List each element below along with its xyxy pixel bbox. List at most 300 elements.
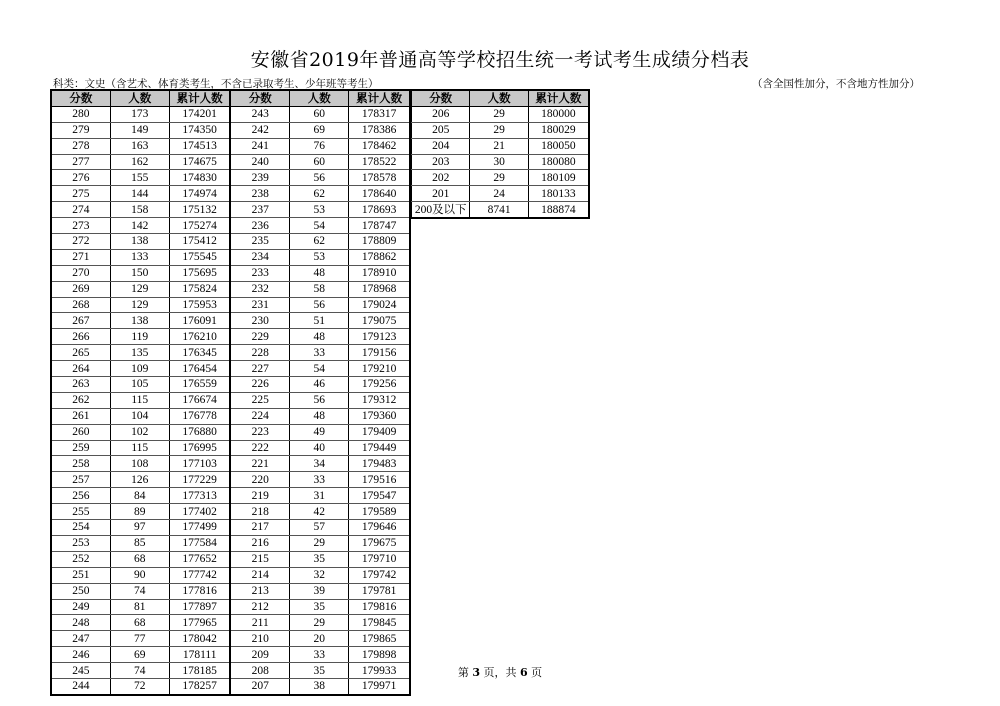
score-cell: 270 [51, 265, 110, 281]
cumulative-cell: 179123 [349, 329, 410, 345]
count-cell: 39 [290, 583, 349, 599]
cumulative-cell: 178809 [349, 234, 410, 250]
cumulative-cell: 178578 [349, 170, 410, 186]
cumulative-cell: 177103 [169, 456, 230, 472]
cumulative-cell: 180109 [528, 170, 589, 186]
count-cell: 33 [290, 647, 349, 663]
table-row [51, 408, 410, 424]
cumulative-cell: 174830 [169, 170, 230, 186]
count-cell: 62 [290, 234, 349, 250]
table-row [51, 583, 410, 599]
score-cell: 206 [412, 106, 470, 122]
cumulative-cell: 178522 [349, 154, 410, 170]
cumulative-cell: 178862 [349, 249, 410, 265]
count-cell: 33 [290, 345, 349, 361]
score-cell: 205 [412, 122, 470, 138]
score-cell: 257 [51, 472, 110, 488]
header-score: 分数 [412, 90, 470, 106]
cumulative-cell: 179898 [349, 647, 410, 663]
table-row [51, 122, 410, 138]
score-cell: 262 [51, 392, 110, 408]
table-row [51, 551, 410, 567]
cumulative-cell: 180080 [528, 154, 589, 170]
table-row [51, 249, 410, 265]
score-cell: 266 [51, 329, 110, 345]
cumulative-cell: 174675 [169, 154, 230, 170]
count-cell: 109 [110, 361, 169, 377]
count-cell: 126 [110, 472, 169, 488]
cumulative-cell: 179742 [349, 567, 410, 583]
header-cumulative: 累计人数 [349, 90, 410, 106]
cumulative-cell: 175953 [169, 297, 230, 313]
score-cell: 279 [51, 122, 110, 138]
count-cell: 53 [290, 249, 349, 265]
score-cell: 213 [230, 583, 289, 599]
count-cell: 163 [110, 138, 169, 154]
cumulative-cell: 178640 [349, 186, 410, 202]
cumulative-cell: 175824 [169, 281, 230, 297]
score-cell: 245 [51, 663, 110, 679]
count-cell: 35 [290, 599, 349, 615]
cumulative-cell: 174974 [169, 186, 230, 202]
count-cell: 34 [290, 456, 349, 472]
count-cell: 72 [110, 678, 169, 694]
score-cell: 229 [230, 329, 289, 345]
cumulative-cell: 177499 [169, 520, 230, 536]
cumulative-cell: 176778 [169, 408, 230, 424]
cumulative-cell: 176091 [169, 313, 230, 329]
cumulative-cell: 180029 [528, 122, 589, 138]
table-row [51, 218, 410, 234]
count-cell: 119 [110, 329, 169, 345]
cumulative-cell: 179675 [349, 535, 410, 551]
count-cell: 76 [290, 138, 349, 154]
score-cell: 207 [230, 678, 289, 694]
cumulative-cell: 175132 [169, 202, 230, 218]
cumulative-cell: 178693 [349, 202, 410, 218]
page-title: 安徽省2019年普通高等学校招生统一考试考生成绩分档表 [250, 49, 750, 71]
score-cell: 226 [230, 377, 289, 393]
count-cell: 42 [290, 504, 349, 520]
header-cumulative: 累计人数 [169, 90, 230, 106]
count-cell: 38 [290, 678, 349, 694]
footer-middle: 页，共 [480, 666, 520, 679]
count-cell: 29 [470, 106, 528, 122]
bonus-note: （含全国性加分，不含地方性加分） [752, 78, 920, 90]
count-cell: 173 [110, 106, 169, 122]
count-cell: 35 [290, 663, 349, 679]
score-cell: 275 [51, 186, 110, 202]
table-row [412, 138, 590, 154]
cumulative-cell: 179646 [349, 520, 410, 536]
cumulative-cell: 174350 [169, 122, 230, 138]
cumulative-cell: 179865 [349, 631, 410, 647]
cumulative-cell: 177229 [169, 472, 230, 488]
score-cell: 211 [230, 615, 289, 631]
cumulative-cell: 176210 [169, 329, 230, 345]
table-row [51, 520, 410, 536]
table-row [51, 202, 410, 218]
header-count: 人数 [290, 90, 349, 106]
table-row [51, 615, 410, 631]
cumulative-cell: 177584 [169, 535, 230, 551]
count-cell: 74 [110, 583, 169, 599]
table-row [51, 170, 410, 186]
cumulative-cell: 176880 [169, 424, 230, 440]
score-cell: 236 [230, 218, 289, 234]
subject-line: 科类：文史（含艺术、体育类考生，不含已录取考生、少年班等考生） [53, 78, 379, 90]
score-cell: 202 [412, 170, 470, 186]
table-row [51, 631, 410, 647]
count-cell: 142 [110, 218, 169, 234]
cumulative-cell: 179312 [349, 392, 410, 408]
count-cell: 31 [290, 488, 349, 504]
count-cell: 81 [110, 599, 169, 615]
cumulative-cell: 179024 [349, 297, 410, 313]
score-cell: 251 [51, 567, 110, 583]
table-row [412, 106, 590, 122]
score-cell: 203 [412, 154, 470, 170]
count-cell: 144 [110, 186, 169, 202]
score-cell: 201 [412, 186, 470, 202]
cumulative-cell: 178317 [349, 106, 410, 122]
cumulative-cell: 174513 [169, 138, 230, 154]
cumulative-cell: 179845 [349, 615, 410, 631]
cumulative-cell: 178462 [349, 138, 410, 154]
table-row [412, 170, 590, 186]
count-cell: 53 [290, 202, 349, 218]
table-row [51, 488, 410, 504]
table-row [51, 392, 410, 408]
score-table-main [50, 89, 411, 696]
score-cell: 246 [51, 647, 110, 663]
count-cell: 29 [290, 535, 349, 551]
table-row [412, 202, 590, 218]
count-cell: 138 [110, 234, 169, 250]
cumulative-cell: 177965 [169, 615, 230, 631]
score-cell: 259 [51, 440, 110, 456]
table-row [51, 504, 410, 520]
cumulative-cell: 178910 [349, 265, 410, 281]
cumulative-cell: 178968 [349, 281, 410, 297]
count-cell: 84 [110, 488, 169, 504]
table-row [51, 647, 410, 663]
score-cell: 215 [230, 551, 289, 567]
score-cell: 220 [230, 472, 289, 488]
footer-suffix: 页 [527, 666, 543, 679]
count-cell: 85 [110, 535, 169, 551]
score-cell: 271 [51, 249, 110, 265]
cumulative-cell: 176559 [169, 377, 230, 393]
score-cell: 269 [51, 281, 110, 297]
count-cell: 77 [110, 631, 169, 647]
cumulative-cell: 178747 [349, 218, 410, 234]
score-cell: 218 [230, 504, 289, 520]
count-cell: 51 [290, 313, 349, 329]
count-cell: 69 [110, 647, 169, 663]
score-cell: 240 [230, 154, 289, 170]
cumulative-cell: 175545 [169, 249, 230, 265]
footer-prefix: 第 [457, 666, 473, 679]
table-row [51, 535, 410, 551]
score-cell: 221 [230, 456, 289, 472]
count-cell: 62 [290, 186, 349, 202]
table-row [412, 186, 590, 202]
score-cell: 255 [51, 504, 110, 520]
count-cell: 30 [470, 154, 528, 170]
count-cell: 48 [290, 408, 349, 424]
count-cell: 40 [290, 440, 349, 456]
table-header-row [51, 90, 410, 106]
score-cell: 247 [51, 631, 110, 647]
cumulative-cell: 174201 [169, 106, 230, 122]
cumulative-cell: 179516 [349, 472, 410, 488]
count-cell: 48 [290, 265, 349, 281]
table-row [51, 154, 410, 170]
count-cell: 33 [290, 472, 349, 488]
cumulative-cell: 179075 [349, 313, 410, 329]
header-count: 人数 [110, 90, 169, 106]
score-cell: 210 [230, 631, 289, 647]
cumulative-cell: 179483 [349, 456, 410, 472]
score-cell: 256 [51, 488, 110, 504]
score-cell: 265 [51, 345, 110, 361]
count-cell: 155 [110, 170, 169, 186]
count-cell: 102 [110, 424, 169, 440]
score-cell: 223 [230, 424, 289, 440]
cumulative-cell: 188874 [528, 202, 589, 218]
count-cell: 48 [290, 329, 349, 345]
score-cell: 224 [230, 408, 289, 424]
page-footer [0, 664, 1000, 680]
table-row [51, 567, 410, 583]
count-cell: 35 [290, 551, 349, 567]
table-row [51, 440, 410, 456]
cumulative-cell: 179933 [349, 663, 410, 679]
table-row [412, 154, 590, 170]
score-cell: 267 [51, 313, 110, 329]
score-cell: 230 [230, 313, 289, 329]
cumulative-cell: 176995 [169, 440, 230, 456]
score-cell: 250 [51, 583, 110, 599]
count-cell: 162 [110, 154, 169, 170]
cumulative-cell: 179547 [349, 488, 410, 504]
cumulative-cell: 178042 [169, 631, 230, 647]
count-cell: 69 [290, 122, 349, 138]
score-cell: 263 [51, 377, 110, 393]
table-row [51, 678, 410, 694]
score-cell: 212 [230, 599, 289, 615]
score-cell: 228 [230, 345, 289, 361]
table-row [51, 106, 410, 122]
cumulative-cell: 180050 [528, 138, 589, 154]
score-cell: 272 [51, 234, 110, 250]
score-cell: 235 [230, 234, 289, 250]
count-cell: 104 [110, 408, 169, 424]
table-row [51, 599, 410, 615]
score-cell: 241 [230, 138, 289, 154]
header-cumulative: 累计人数 [528, 90, 589, 106]
cumulative-cell: 176454 [169, 361, 230, 377]
footer-total-pages: 6 [520, 666, 528, 679]
count-cell: 115 [110, 440, 169, 456]
count-cell: 68 [110, 551, 169, 567]
table-row [51, 281, 410, 297]
count-cell: 54 [290, 218, 349, 234]
count-cell: 8741 [470, 202, 528, 218]
count-cell: 29 [470, 122, 528, 138]
score-cell: 219 [230, 488, 289, 504]
cumulative-cell: 179816 [349, 599, 410, 615]
count-cell: 150 [110, 265, 169, 281]
score-cell: 204 [412, 138, 470, 154]
cumulative-cell: 175695 [169, 265, 230, 281]
table-row [412, 122, 590, 138]
count-cell: 135 [110, 345, 169, 361]
score-cell: 248 [51, 615, 110, 631]
score-cell: 254 [51, 520, 110, 536]
score-cell: 261 [51, 408, 110, 424]
score-cell: 260 [51, 424, 110, 440]
count-cell: 74 [110, 663, 169, 679]
table-header-row [412, 90, 590, 106]
cumulative-cell: 179409 [349, 424, 410, 440]
count-cell: 49 [290, 424, 349, 440]
footer-page-number: 3 [472, 666, 480, 679]
score-cell: 234 [230, 249, 289, 265]
cumulative-cell: 178111 [169, 647, 230, 663]
header-count: 人数 [470, 90, 528, 106]
score-cell: 217 [230, 520, 289, 536]
cumulative-cell: 178185 [169, 663, 230, 679]
cumulative-cell: 175274 [169, 218, 230, 234]
score-cell: 238 [230, 186, 289, 202]
table-row [51, 456, 410, 472]
count-cell: 29 [470, 170, 528, 186]
count-cell: 60 [290, 154, 349, 170]
score-cell: 222 [230, 440, 289, 456]
score-cell: 278 [51, 138, 110, 154]
count-cell: 60 [290, 106, 349, 122]
score-cell: 244 [51, 678, 110, 694]
table-row [51, 313, 410, 329]
count-cell: 29 [290, 615, 349, 631]
table-row [51, 361, 410, 377]
cumulative-cell: 177742 [169, 567, 230, 583]
score-cell: 252 [51, 551, 110, 567]
count-cell: 21 [470, 138, 528, 154]
score-cell: 208 [230, 663, 289, 679]
count-cell: 24 [470, 186, 528, 202]
table-row [51, 138, 410, 154]
table-row [51, 472, 410, 488]
cumulative-cell: 177402 [169, 504, 230, 520]
score-cell: 249 [51, 599, 110, 615]
score-cell: 243 [230, 106, 289, 122]
cumulative-cell: 176345 [169, 345, 230, 361]
count-cell: 46 [290, 377, 349, 393]
score-cell: 200及以下 [412, 202, 470, 218]
count-cell: 54 [290, 361, 349, 377]
cumulative-cell: 179449 [349, 440, 410, 456]
count-cell: 158 [110, 202, 169, 218]
score-cell: 242 [230, 122, 289, 138]
score-cell: 277 [51, 154, 110, 170]
header-score: 分数 [230, 90, 289, 106]
cumulative-cell: 177652 [169, 551, 230, 567]
count-cell: 68 [110, 615, 169, 631]
count-cell: 57 [290, 520, 349, 536]
table-row [51, 345, 410, 361]
table-row [51, 329, 410, 345]
cumulative-cell: 180133 [528, 186, 589, 202]
score-cell: 276 [51, 170, 110, 186]
score-cell: 232 [230, 281, 289, 297]
cumulative-cell: 178257 [169, 678, 230, 694]
table-row [51, 377, 410, 393]
table-row [51, 234, 410, 250]
score-cell: 273 [51, 218, 110, 234]
score-cell: 239 [230, 170, 289, 186]
score-cell: 225 [230, 392, 289, 408]
count-cell: 115 [110, 392, 169, 408]
count-cell: 149 [110, 122, 169, 138]
cumulative-cell: 179781 [349, 583, 410, 599]
score-cell: 264 [51, 361, 110, 377]
header-score: 分数 [51, 90, 110, 106]
count-cell: 89 [110, 504, 169, 520]
cumulative-cell: 179971 [349, 678, 410, 694]
score-cell: 274 [51, 202, 110, 218]
table-row [51, 297, 410, 313]
score-cell: 214 [230, 567, 289, 583]
score-cell: 227 [230, 361, 289, 377]
count-cell: 20 [290, 631, 349, 647]
score-cell: 253 [51, 535, 110, 551]
count-cell: 133 [110, 249, 169, 265]
score-cell: 231 [230, 297, 289, 313]
count-cell: 32 [290, 567, 349, 583]
score-cell: 268 [51, 297, 110, 313]
score-cell: 280 [51, 106, 110, 122]
cumulative-cell: 177313 [169, 488, 230, 504]
cumulative-cell: 180000 [528, 106, 589, 122]
cumulative-cell: 179710 [349, 551, 410, 567]
count-cell: 56 [290, 297, 349, 313]
score-cell: 216 [230, 535, 289, 551]
count-cell: 56 [290, 392, 349, 408]
count-cell: 56 [290, 170, 349, 186]
table-row [51, 424, 410, 440]
score-cell: 233 [230, 265, 289, 281]
count-cell: 90 [110, 567, 169, 583]
cumulative-cell: 176674 [169, 392, 230, 408]
score-cell: 209 [230, 647, 289, 663]
count-cell: 105 [110, 377, 169, 393]
cumulative-cell: 179210 [349, 361, 410, 377]
count-cell: 138 [110, 313, 169, 329]
cumulative-cell: 175412 [169, 234, 230, 250]
cumulative-cell: 177897 [169, 599, 230, 615]
cumulative-cell: 179156 [349, 345, 410, 361]
score-table-tail [411, 89, 590, 219]
cumulative-cell: 177816 [169, 583, 230, 599]
score-cell: 237 [230, 202, 289, 218]
cumulative-cell: 178386 [349, 122, 410, 138]
cumulative-cell: 179360 [349, 408, 410, 424]
count-cell: 108 [110, 456, 169, 472]
cumulative-cell: 179589 [349, 504, 410, 520]
